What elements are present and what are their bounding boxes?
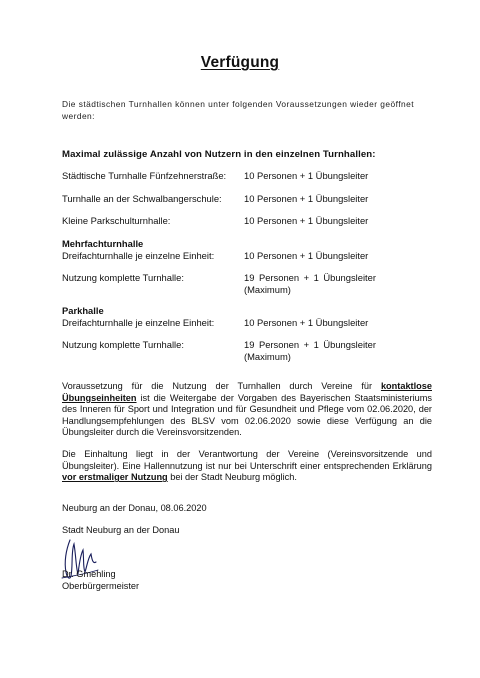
row-value: 10 Personen + 1 Übungsleiter xyxy=(244,193,369,204)
row-value: 10 Personen + 1 Übungsleiter xyxy=(244,317,369,328)
capacity-heading: Maximal zulässige Anzahl von Nutzern in den einzelnen Turnhallen: xyxy=(62,149,376,160)
row-value xyxy=(244,272,376,295)
place-date: Neuburg an der Donau, 08.06.2020 xyxy=(62,503,207,513)
emphasis-contactless: kontaktlose Übungseinheiten xyxy=(62,381,432,403)
emphasis-first-use: vor erstmaliger Nutzung xyxy=(62,472,168,483)
signer-title: Oberbürgermeister xyxy=(62,581,140,591)
paragraph-text: Die Einhaltung liegt in der Verantwortung der Vereine (Vereinsvorsitzende und Übungsleiter). Eine Hallennutzung ist nur bei Unterschrift einer entsprechenden Erklärung xyxy=(62,449,432,471)
document-title: Verfügung xyxy=(200,54,280,71)
paragraph-text: Voraussetzung für die Nutzung der Turnhallen durch Vereine für xyxy=(62,381,381,391)
section-title-parkhalle: Parkhalle xyxy=(62,305,104,316)
row-value-text: 19 Personen + 1 Übungsleiter (Maximum) xyxy=(244,339,376,362)
paragraph-requirements xyxy=(62,381,432,439)
issuing-authority: Stadt Neuburg an der Donau xyxy=(62,525,180,535)
row-label: Nutzung komplette Turnhalle: xyxy=(62,339,184,350)
row-label: Nutzung komplette Turnhalle: xyxy=(62,272,184,283)
paragraph-responsibility xyxy=(62,449,432,484)
paragraph-text: ist die Weitergabe der Vorgaben des Bayerischen Staatsministeriums des Inneren für Sport und Integration und für Gesundheit und Pflege vom 02.06.2020, der Handlungsempfehlungen des BLSV vom 02.06.2020 sowie diese Verfügung an die Übungsleiter durch die Vereinsvorsitzenden. xyxy=(62,392,432,438)
row-label: Dreifachturnhalle je einzelne Einheit: xyxy=(62,317,215,328)
row-value: 10 Personen + 1 Übungsleiter xyxy=(244,170,369,181)
row-label: Dreifachturnhalle je einzelne Einheit: xyxy=(62,250,215,261)
row-value xyxy=(244,339,376,362)
row-value-text: 19 Personen + 1 Übungsleiter (Maximum) xyxy=(244,272,376,295)
paragraph-text: bei der Stadt Neuburg möglich. xyxy=(167,472,297,483)
row-label: Städtische Turnhalle Fünfzehnerstraße: xyxy=(62,170,227,181)
row-value: 10 Personen + 1 Übungsleiter xyxy=(244,250,369,261)
row-label: Kleine Parkschulturnhalle: xyxy=(62,215,171,226)
section-title-mehrfachturnhalle: Mehrfachturnhalle xyxy=(62,238,144,249)
row-value: 10 Personen + 1 Übungsleiter xyxy=(244,215,369,226)
row-label: Turnhalle an der Schwalbangerschule: xyxy=(62,193,222,204)
signer-name: Dr. Gmehling xyxy=(62,569,116,579)
intro-text: Die städtischen Turnhallen können unter folgenden Voraussetzungen wieder geöffnet werden: xyxy=(62,99,414,121)
